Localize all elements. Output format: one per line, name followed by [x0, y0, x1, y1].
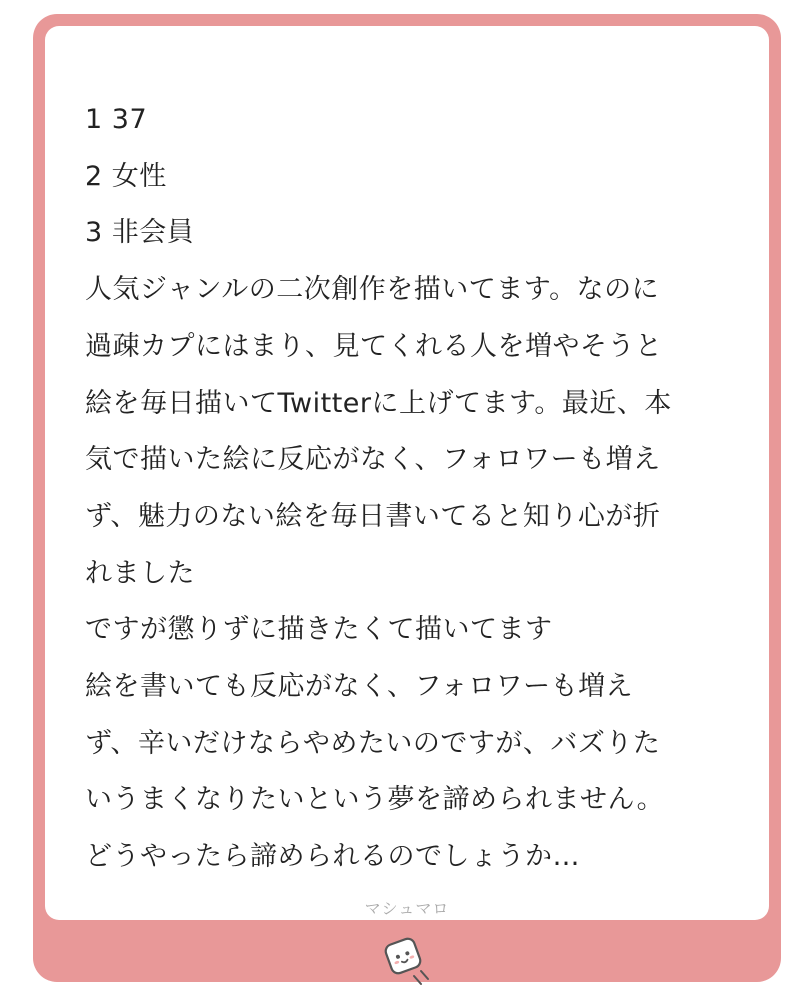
message-line: ですが懲りずに描きたくて描いてます — [85, 614, 553, 646]
message-line: 人気ジャンルの二次創作を描いてます。なのに — [85, 274, 660, 306]
message-panel — [45, 26, 769, 920]
marshmallow-icon — [377, 930, 437, 990]
message-line: 絵を書いても反応がなく、フォロワーも増え — [85, 671, 634, 703]
message-line: 過疎カプにはまり、見てくれる人を増やそうと — [85, 330, 663, 362]
message-line: 1 37 — [85, 104, 148, 135]
message-line: ず、魅力のない絵を毎日書いてると知り心が折 — [85, 500, 661, 532]
message-line: 2 女性 — [85, 160, 167, 192]
message-line: どうやったら諦められるのでしょうか… — [85, 841, 580, 873]
message-line: ず、辛いだけならやめたいのですが、バズりた — [85, 727, 661, 759]
message-body — [85, 92, 745, 886]
message-line: 絵を毎日描いてTwitterに上げてます。最近、本 — [85, 387, 672, 419]
message-line: 気で描いた絵に反応がなく、フォロワーも増え — [85, 444, 661, 476]
message-line: いうまくなりたいという夢を諦められません。 — [85, 784, 665, 816]
message-line: 3 非会員 — [85, 217, 195, 249]
message-line: れました — [85, 557, 195, 589]
question-card — [33, 14, 781, 982]
brand-label: マシュマロ — [364, 899, 450, 918]
